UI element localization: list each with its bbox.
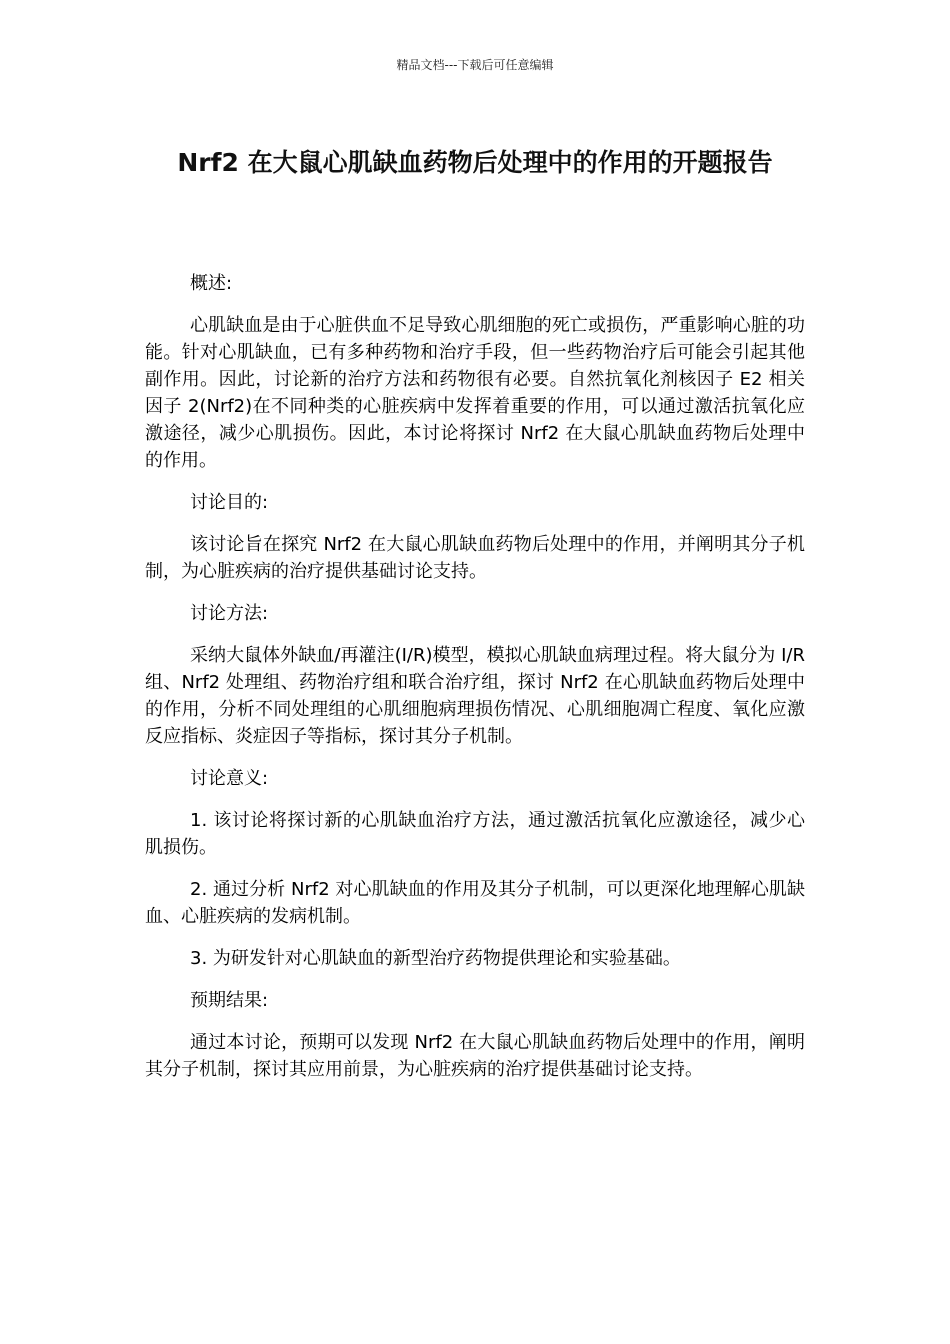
significance-item-2: 2. 通过分析 Nrf2 对心肌缺血的作用及其分子机制，可以更深化地理解心肌缺血、心脏疾病的发病机制。: [145, 879, 805, 927]
document-title: Nrf2 在大鼠心肌缺血药物后处理中的作用的开题报告: [177, 148, 773, 177]
overview-heading: 概述:: [190, 273, 233, 294]
purpose-heading: 讨论目的:: [190, 492, 269, 513]
significance-item-1: 1. 该讨论将探讨新的心肌缺血治疗方法，通过激活抗氧化应激途径，减少心肌损伤。: [145, 810, 805, 858]
purpose-paragraph: 该讨论旨在探究 Nrf2 在大鼠心肌缺血药物后处理中的作用，并阐明其分子机制，为心脏疾病的治疗提供基础讨论支持。: [145, 534, 805, 582]
method-paragraph: 采纳大鼠体外缺血/再灌注(I/R)模型，模拟心肌缺血病理过程。将大鼠分为 I/R 组、Nrf2 处理组、药物治疗组和联合治疗组，探讨 Nrf2 在心肌缺血药物后处理中的作用，分析不同处理组的心肌细胞病理损伤情况、心肌细胞凋亡程度、氧化应激反应指标、炎症因子等指标，探讨其分子机制。: [145, 645, 805, 747]
results-heading: 预期结果:: [190, 990, 269, 1011]
document-body: [145, 270, 805, 1098]
significance-item-3: 3. 为研发针对心肌缺血的新型治疗药物提供理论和实验基础。: [190, 948, 681, 969]
overview-paragraph: 心肌缺血是由于心脏供血不足导致心肌细胞的死亡或损伤，严重影响心脏的功能。针对心肌缺血，已有多种药物和治疗手段，但一些药物治疗后可能会引起其他副作用。因此，讨论新的治疗方法和药物很有必要。自然抗氧化剂核因子 E2 相关因子 2(Nrf2)在不同种类的心脏疾病中发挥着重要的作用，可以通过激活抗氧化应激途径，减少心肌损伤。因此，本讨论将探讨 Nrf2 在大鼠心肌缺血药物后处理中的作用。: [145, 315, 805, 471]
significance-heading: 讨论意义:: [190, 768, 269, 789]
method-heading: 讨论方法:: [190, 603, 269, 624]
results-paragraph: 通过本讨论，预期可以发现 Nrf2 在大鼠心肌缺血药物后处理中的作用，阐明其分子机制，探讨其应用前景，为心脏疾病的治疗提供基础讨论支持。: [145, 1032, 805, 1080]
page-header: 精品文档---下载后可任意编辑: [396, 58, 554, 72]
